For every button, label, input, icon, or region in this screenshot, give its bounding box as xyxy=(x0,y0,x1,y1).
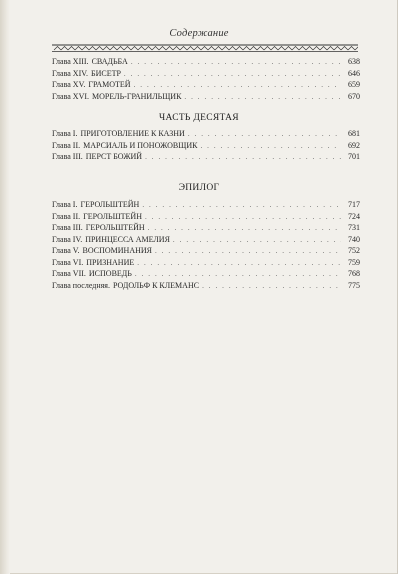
page-number: 740 xyxy=(348,234,360,244)
chapter-title: ИСПОВЕДЬ xyxy=(88,269,132,278)
leader-dots xyxy=(145,212,341,224)
toc-entry[interactable] xyxy=(52,280,360,292)
leader-dots xyxy=(145,152,341,164)
leader-dots xyxy=(202,281,341,293)
toc-entry[interactable] xyxy=(52,222,360,234)
leader-dots xyxy=(200,141,341,153)
chapter-number: Глава II. xyxy=(52,211,81,221)
page-spine-shadow xyxy=(0,0,10,574)
page-number: 759 xyxy=(348,257,360,267)
page-number: 638 xyxy=(348,57,360,66)
chapter-title: ГЕРОЛЬШТЕЙН xyxy=(83,211,142,221)
chapter-number: Глава V. xyxy=(52,246,80,255)
chapter-title: ВОСПОМИНАНИЯ xyxy=(82,246,152,255)
toc-group-continued xyxy=(52,56,360,102)
chapter-number: Глава III. xyxy=(52,152,83,161)
chapter-title: ПЕРСТ БОЖИЙ xyxy=(85,152,143,161)
page-number: 731 xyxy=(348,223,360,232)
section-title-part-ten: ЧАСТЬ ДЕСЯТАЯ xyxy=(159,113,239,123)
leader-dots xyxy=(131,57,341,69)
page-number: 646 xyxy=(348,68,360,78)
chapter-title: ПРИГОТОВЛЕНИЕ К КАЗНИ xyxy=(80,129,185,138)
running-header: Содержание xyxy=(169,28,229,39)
chapter-title: ПРИЗНАНИЕ xyxy=(86,257,135,267)
leader-dots xyxy=(184,92,341,104)
chapter-title: ГЕРОЛЬШТЕЙН xyxy=(85,223,145,232)
toc-entry[interactable] xyxy=(52,268,360,280)
ornament-divider xyxy=(52,43,358,53)
toc-entry[interactable] xyxy=(52,245,360,257)
page-number: 724 xyxy=(348,211,360,221)
toc-entry[interactable] xyxy=(52,56,360,68)
page-number: 701 xyxy=(348,152,360,161)
chapter-number: Глава II. xyxy=(52,140,81,150)
chapter-number: Глава XV. xyxy=(52,80,86,89)
chapter-title: ГЕРОЛЬШТЕЙН xyxy=(80,200,140,209)
chapter-number: Глава I. xyxy=(52,200,78,209)
leader-dots xyxy=(173,235,341,247)
toc-entry[interactable] xyxy=(52,211,360,223)
section-title-epilogue: ЭПИЛОГ xyxy=(178,183,220,193)
chapter-title: БИСЕТР xyxy=(90,68,121,78)
toc-entry[interactable] xyxy=(52,128,360,140)
toc-entry[interactable] xyxy=(52,257,360,269)
toc-entry[interactable] xyxy=(52,140,360,152)
toc-entry[interactable] xyxy=(52,68,360,80)
leader-dots xyxy=(124,69,341,81)
page-number: 681 xyxy=(348,129,360,138)
page-number: 670 xyxy=(348,91,360,101)
page-number: 768 xyxy=(348,269,360,278)
chapter-number: Глава XIV. xyxy=(52,68,88,78)
leader-dots xyxy=(188,129,341,141)
leader-dots xyxy=(142,200,341,212)
chapter-number: Глава VI. xyxy=(52,257,84,267)
toc-entry[interactable] xyxy=(52,199,360,211)
toc-group-epilogue xyxy=(52,199,360,291)
chapter-number: Глава I. xyxy=(52,129,78,138)
chapter-number: Глава XVI. xyxy=(52,91,90,101)
toc-entry[interactable] xyxy=(52,151,360,163)
chapter-title: МАРСИАЛЬ И ПОНОЖОВЩИК xyxy=(83,140,198,150)
leader-dots xyxy=(137,258,341,270)
chapter-title: ГРАМОТЕЙ xyxy=(88,80,131,89)
chapter-title: СВАДЬБА xyxy=(91,57,128,66)
chapter-number: Глава IV. xyxy=(52,234,83,244)
chapter-title: МОРЕЛЬ-ГРАНИЛЬЩИК xyxy=(92,91,182,101)
toc-entry[interactable] xyxy=(52,91,360,103)
toc-entry[interactable] xyxy=(52,79,360,91)
page-number: 752 xyxy=(348,246,360,255)
page-number: 692 xyxy=(348,140,360,150)
chapter-number: Глава последняя. xyxy=(52,280,110,290)
leader-dots xyxy=(148,223,341,235)
toc-entry[interactable] xyxy=(52,234,360,246)
leader-dots xyxy=(155,246,341,258)
page-number: 775 xyxy=(348,280,360,290)
page-number: 717 xyxy=(348,200,360,209)
page-number: 659 xyxy=(348,80,360,89)
chapter-title: ПРИНЦЕССА АМЕЛИЯ xyxy=(85,234,170,244)
toc-group-part-ten xyxy=(52,128,360,163)
chapter-number: Глава III. xyxy=(52,223,83,232)
chapter-number: Глава VII. xyxy=(52,269,86,278)
chapter-number: Глава XIII. xyxy=(52,57,89,66)
chapter-title: РОДОЛЬФ К КЛЕМАНС xyxy=(112,280,200,290)
